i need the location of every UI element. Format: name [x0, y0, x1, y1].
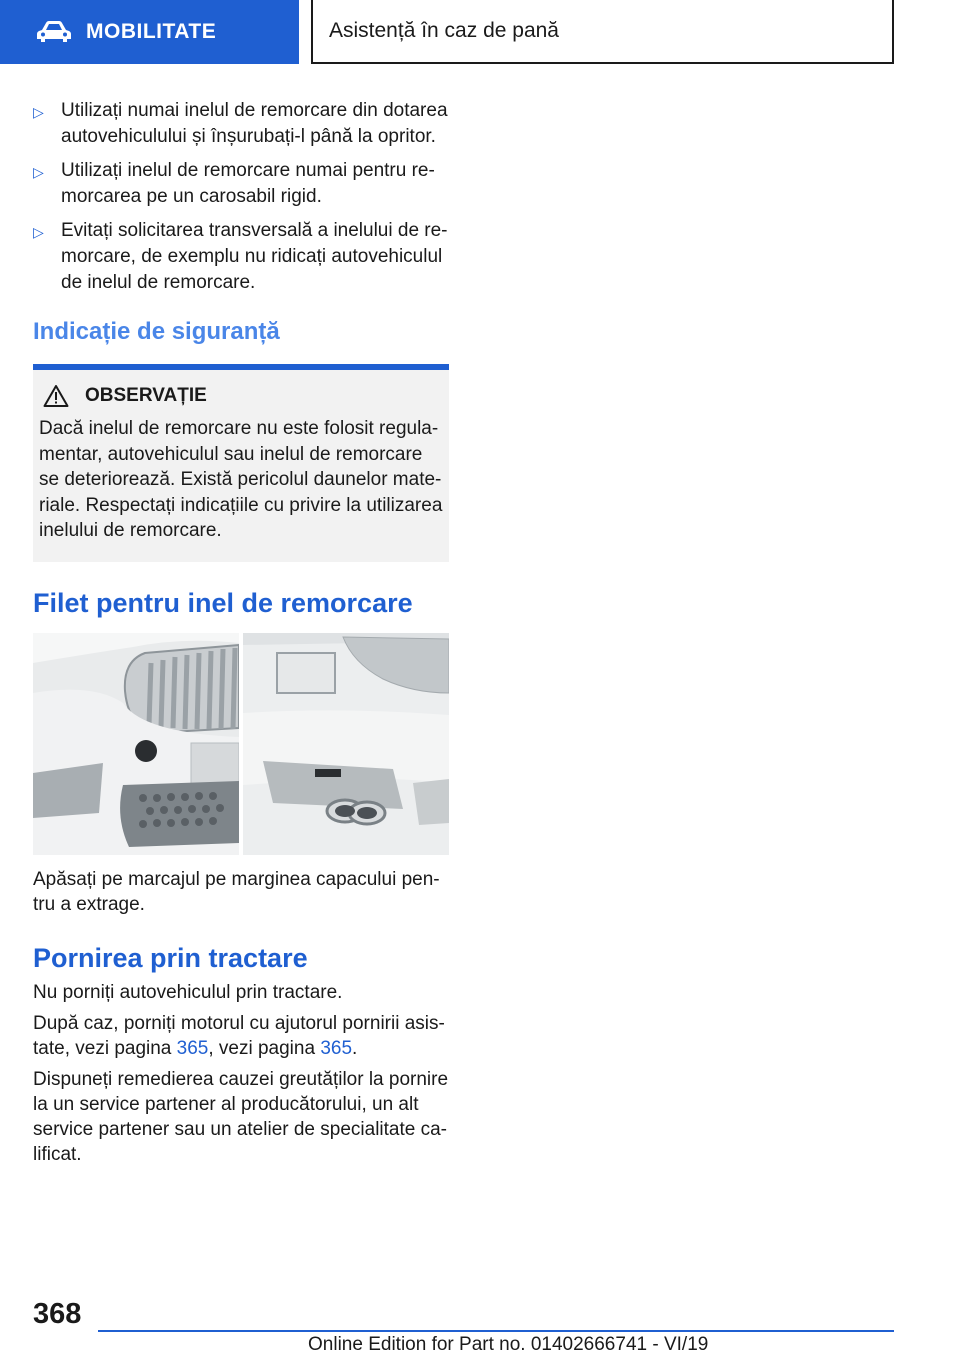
triangle-bullet-icon: ▷ [33, 224, 44, 240]
rear-bumper-image [243, 633, 449, 855]
tow-start-heading: Pornirea prin tractare [33, 942, 308, 973]
notice-text: Dacă inelul de remorcare nu este folosit regula-mentar, autovehiculul sau inelul de remorcare se deteriorează. Există pericolul daunelor mate-riale. Respectați indicațiile cu privire la utilizarea inelului de remorcare. [39, 418, 443, 541]
warning-icon [43, 384, 69, 408]
page-link-365[interactable]: 365 [176, 1037, 209, 1059]
car-icon [36, 20, 72, 44]
tow-start-paragraph-1: Nu porniți autovehiculul prin tractare. [33, 981, 343, 1003]
list-item-text: Evitați solicitarea transversală a inelului de re-morcare, de exemplu nu ridicați autovehiculul de inelul de remorcare. [61, 220, 448, 293]
list-item-text: Utilizați numai inelul de remorcare din dotarea autovehiculului și înșurubați-l până la opritor. [61, 100, 448, 147]
paragraph-text: , vezi pagina [208, 1037, 321, 1059]
page-number: 368 [33, 1298, 82, 1330]
page-link-365[interactable]: 365 [320, 1037, 353, 1059]
footer-divider [98, 1330, 894, 1332]
chapter-title: Asistență în caz de pană [311, 0, 894, 64]
paragraph-text: . [352, 1037, 358, 1059]
list-item [33, 158, 449, 210]
section-tab[interactable] [0, 0, 299, 64]
list-item [33, 218, 449, 296]
paragraph-text: După caz, porniți motorul cu ajutorul pornirii asis-tate, vezi pagina [33, 1012, 445, 1059]
list-item [33, 98, 449, 150]
thread-heading: Filet pentru inel de remorcare [33, 587, 413, 618]
notice-title: OBSERVAȚIE [85, 385, 207, 406]
triangle-bullet-icon: ▷ [33, 104, 44, 120]
triangle-bullet-icon: ▷ [33, 164, 44, 180]
notice-box [33, 364, 449, 562]
thread-caption: Apăsați pe marcajul pe marginea capacului pen-tru a extrage. [33, 868, 440, 915]
tow-start-paragraph-3: Dispuneți remedierea cauzei greutăților la pornire la un service partener al producătorului, un alt service partener sau un atelier de specialitate ca-lificat. [33, 1068, 449, 1165]
section-label: MOBILITATE [86, 20, 217, 43]
content-column [33, 98, 449, 1173]
safety-heading: Indicație de siguranță [33, 318, 280, 345]
tow-eye-cover-illustration [33, 633, 449, 855]
tow-start-paragraph-2 [33, 1011, 449, 1061]
footer-edition: Online Edition for Part no. 01402666741 - VI/19 [308, 1334, 709, 1355]
front-bumper-image [33, 633, 239, 855]
list-item-text: Utilizați inelul de remorcare numai pentru re-morcarea pe un carosabil rigid. [61, 160, 435, 207]
